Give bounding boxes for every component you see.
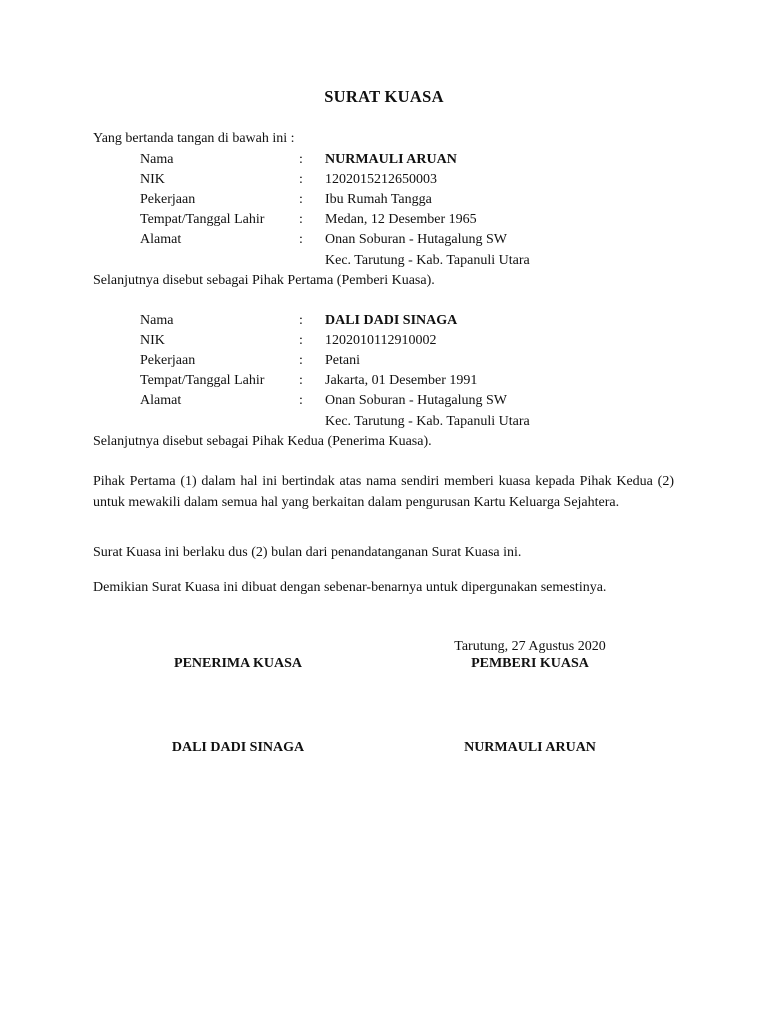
second-party-designation: Selanjutnya disebut sebagai Pihak Kedua (Penerima Kuasa). xyxy=(93,434,432,449)
giver-name: NURMAULI ARUAN xyxy=(464,740,596,755)
first-party-birth: Medan, 12 Desember 1965 xyxy=(325,212,477,227)
second-party-job: Petani xyxy=(325,353,360,368)
colon: : xyxy=(299,313,303,328)
second-party-job-label: Pekerjaan xyxy=(140,353,196,368)
second-party-name-label: Nama xyxy=(140,313,174,328)
first-party-birth-label: Tempat/Tanggal Lahir xyxy=(140,212,265,227)
body-paragraph-3: Demikian Surat Kuasa ini dibuat dengan sebenar-benarnya untuk dipergunakan semestinya. xyxy=(93,580,607,595)
body-paragraph-2: Surat Kuasa ini berlaku dus (2) bulan dari penandatanganan Surat Kuasa ini. xyxy=(93,545,522,560)
first-party-address-line2: Kec. Tarutung - Kab. Tapanuli Utara xyxy=(325,253,530,268)
colon: : xyxy=(299,172,303,187)
first-party-address-line1: Onan Soburan - Hutagalung SW xyxy=(325,232,507,247)
colon: : xyxy=(299,192,303,207)
first-party-nik: 1202015212650003 xyxy=(325,172,437,187)
document-title: SURAT KUASA xyxy=(324,87,444,106)
first-party-job-label: Pekerjaan xyxy=(140,192,196,207)
place-date: Tarutung, 27 Agustus 2020 xyxy=(454,639,606,654)
receiver-title: PENERIMA KUASA xyxy=(174,656,302,671)
receiver-name: DALI DADI SINAGA xyxy=(171,740,305,755)
second-party-nik: 1202010112910002 xyxy=(325,333,437,348)
colon: : xyxy=(299,333,303,348)
first-party-name: NURMAULI ARUAN xyxy=(325,152,457,167)
body-paragraph-1: Pihak Pertama (1) dalam hal ini bertindak atas nama sendiri memberi kuasa kepada Pihak Kedua (2) untuk mewakili dalam semua hal yang berkaitan dalam pengurusan Kartu Keluarga Sejahtera. xyxy=(93,474,674,510)
colon: : xyxy=(299,393,303,408)
colon: : xyxy=(299,212,303,227)
intro-text: Yang bertanda tangan di bawah ini : xyxy=(93,131,295,146)
colon: : xyxy=(299,152,303,167)
second-party-address-label: Alamat xyxy=(140,393,182,408)
second-party-name: DALI DADI SINAGA xyxy=(325,313,458,328)
first-party-job: Ibu Rumah Tangga xyxy=(325,192,432,207)
first-party-nik-label: NIK xyxy=(140,172,165,187)
colon: : xyxy=(299,232,303,247)
colon: : xyxy=(299,353,303,368)
giver-title: PEMBERI KUASA xyxy=(471,656,589,671)
colon: : xyxy=(299,373,303,388)
second-party-nik-label: NIK xyxy=(140,333,165,348)
second-party-address-line1: Onan Soburan - Hutagalung SW xyxy=(325,393,507,408)
second-party-birth: Jakarta, 01 Desember 1991 xyxy=(325,373,478,388)
second-party-birth-label: Tempat/Tanggal Lahir xyxy=(140,373,265,388)
second-party-address-line2: Kec. Tarutung - Kab. Tapanuli Utara xyxy=(325,414,530,429)
first-party-address-label: Alamat xyxy=(140,232,182,247)
first-party-designation: Selanjutnya disebut sebagai Pihak Pertama (Pemberi Kuasa). xyxy=(93,273,435,288)
first-party-name-label: Nama xyxy=(140,152,174,167)
